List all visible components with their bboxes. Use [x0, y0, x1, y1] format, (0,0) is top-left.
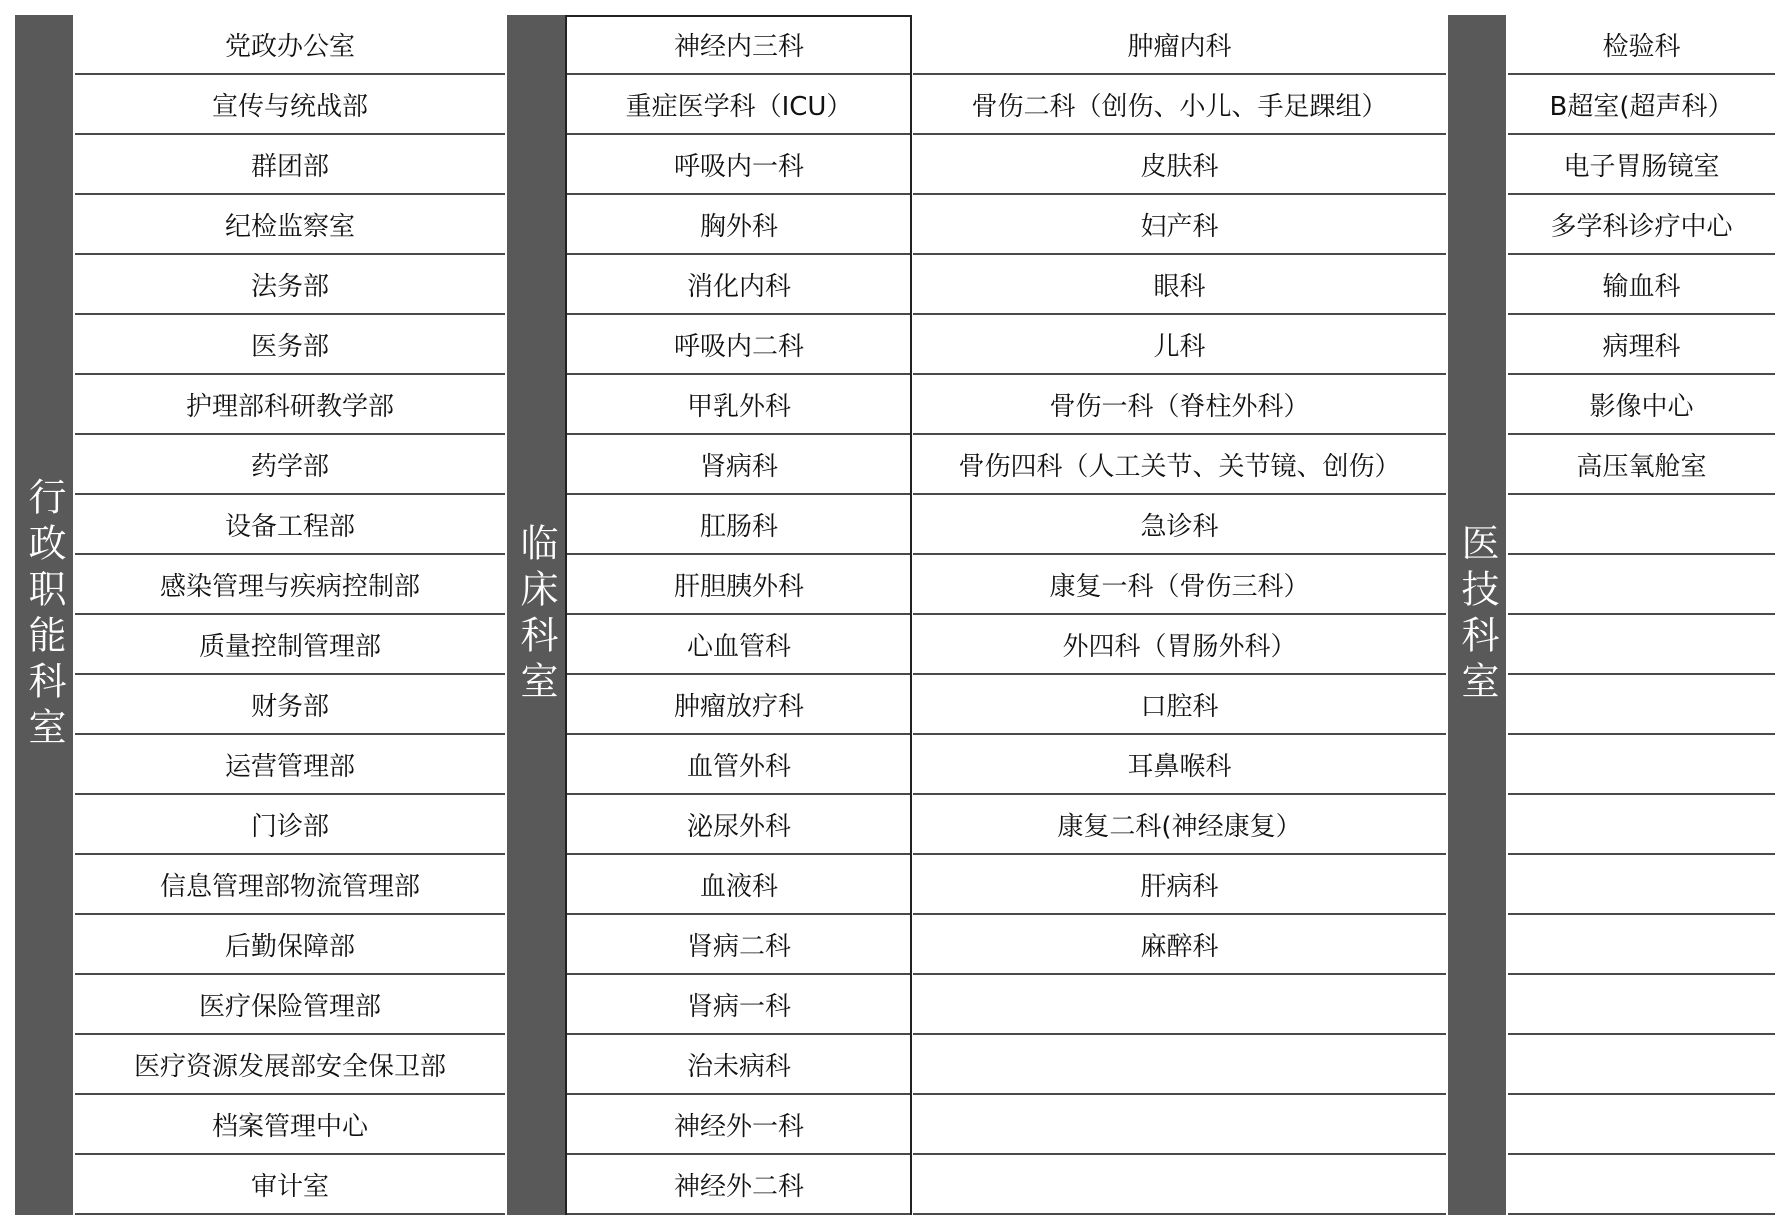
department-cell: 血管外科	[567, 735, 911, 795]
department-cell	[1508, 1095, 1775, 1155]
department-cell: 重症医学科（ICU）	[567, 75, 911, 135]
department-cell: 呼吸内一科	[567, 135, 911, 195]
department-cell: 儿科	[913, 315, 1446, 375]
department-cell: 肾病二科	[567, 915, 911, 975]
department-cell: 甲乳外科	[567, 375, 911, 435]
department-cell	[913, 1155, 1446, 1215]
department-cell	[1508, 495, 1775, 555]
clinical-department-list-1	[567, 15, 911, 1215]
department-cell: 高压氧舱室	[1508, 435, 1775, 495]
department-cell: 群团部	[75, 135, 505, 195]
department-cell	[1508, 735, 1775, 795]
department-cell: 耳鼻喉科	[913, 735, 1446, 795]
department-cell: 输血科	[1508, 255, 1775, 315]
department-cell: 运营管理部	[75, 735, 505, 795]
department-cell: 影像中心	[1508, 375, 1775, 435]
department-cell: 骨伤二科（创伤、小儿、手足踝组）	[913, 75, 1446, 135]
department-cell: 电子胃肠镜室	[1508, 135, 1775, 195]
band-admin	[15, 15, 73, 1215]
department-cell: 信息管理部物流管理部	[75, 855, 505, 915]
department-cell: 心血管科	[567, 615, 911, 675]
department-cell: 消化内科	[567, 255, 911, 315]
department-cell: 肝胆胰外科	[567, 555, 911, 615]
department-cell: 档案管理中心	[75, 1095, 505, 1155]
department-cell: 财务部	[75, 675, 505, 735]
department-cell: 眼科	[913, 255, 1446, 315]
divider-line	[910, 15, 912, 1215]
department-cell: 口腔科	[913, 675, 1446, 735]
department-cell: 肿瘤内科	[913, 15, 1446, 75]
department-cell: 血液科	[567, 855, 911, 915]
department-cell: 外四科（胃肠外科）	[913, 615, 1446, 675]
admin-department-list	[75, 15, 505, 1215]
department-cell: 门诊部	[75, 795, 505, 855]
department-cell: 康复二科(神经康复）	[913, 795, 1446, 855]
department-cell: 胸外科	[567, 195, 911, 255]
department-cell: 骨伤四科（人工关节、关节镜、创伤）	[913, 435, 1446, 495]
department-cell	[1508, 555, 1775, 615]
department-cell: 护理部科研教学部	[75, 375, 505, 435]
department-cell: 肿瘤放疗科	[567, 675, 911, 735]
divider-line	[565, 15, 911, 17]
department-cell: B超室(超声科）	[1508, 75, 1775, 135]
department-cell: 质量控制管理部	[75, 615, 505, 675]
medtech-department-list	[1508, 15, 1775, 1215]
department-cell: 肾病科	[567, 435, 911, 495]
department-cell: 妇产科	[913, 195, 1446, 255]
department-cell	[1508, 675, 1775, 735]
band-medtech	[1448, 15, 1506, 1215]
department-cell	[1508, 1035, 1775, 1095]
clinical-department-list-2	[913, 15, 1446, 1215]
department-cell: 泌尿外科	[567, 795, 911, 855]
department-cell: 神经内三科	[567, 15, 911, 75]
department-cell	[913, 975, 1446, 1035]
department-cell: 康复一科（骨伤三科）	[913, 555, 1446, 615]
department-cell: 医疗保险管理部	[75, 975, 505, 1035]
department-cell	[1508, 615, 1775, 675]
department-cell: 药学部	[75, 435, 505, 495]
department-cell: 检验科	[1508, 15, 1775, 75]
department-cell: 感染管理与疾病控制部	[75, 555, 505, 615]
department-cell: 病理科	[1508, 315, 1775, 375]
band-clinical-title: 临床科室	[514, 523, 558, 707]
department-cell: 设备工程部	[75, 495, 505, 555]
department-cell: 纪检监察室	[75, 195, 505, 255]
department-cell: 宣传与统战部	[75, 75, 505, 135]
department-cell: 神经外一科	[567, 1095, 911, 1155]
department-cell: 审计室	[75, 1155, 505, 1215]
department-cell	[1508, 915, 1775, 975]
band-medtech-title: 医技科室	[1455, 523, 1499, 707]
department-cell	[1508, 975, 1775, 1035]
department-cell: 急诊科	[913, 495, 1446, 555]
department-cell	[913, 1035, 1446, 1095]
department-cell: 治未病科	[567, 1035, 911, 1095]
department-cell: 麻醉科	[913, 915, 1446, 975]
department-cell	[1508, 855, 1775, 915]
band-admin-title: 行政职能科室	[22, 477, 66, 753]
department-cell: 党政办公室	[75, 15, 505, 75]
department-cell: 肛肠科	[567, 495, 911, 555]
department-cell: 皮肤科	[913, 135, 1446, 195]
department-cell: 医务部	[75, 315, 505, 375]
department-cell: 神经外二科	[567, 1155, 911, 1215]
department-cell: 肝病科	[913, 855, 1446, 915]
divider-line	[565, 15, 567, 1215]
department-cell	[913, 1095, 1446, 1155]
department-cell	[1508, 795, 1775, 855]
department-cell: 肾病一科	[567, 975, 911, 1035]
band-clinical	[507, 15, 565, 1215]
department-cell: 后勤保障部	[75, 915, 505, 975]
department-cell: 法务部	[75, 255, 505, 315]
department-cell: 骨伤一科（脊柱外科）	[913, 375, 1446, 435]
department-cell: 医疗资源发展部安全保卫部	[75, 1035, 505, 1095]
department-cell: 呼吸内二科	[567, 315, 911, 375]
department-cell: 多学科诊疗中心	[1508, 195, 1775, 255]
department-cell	[1508, 1155, 1775, 1215]
